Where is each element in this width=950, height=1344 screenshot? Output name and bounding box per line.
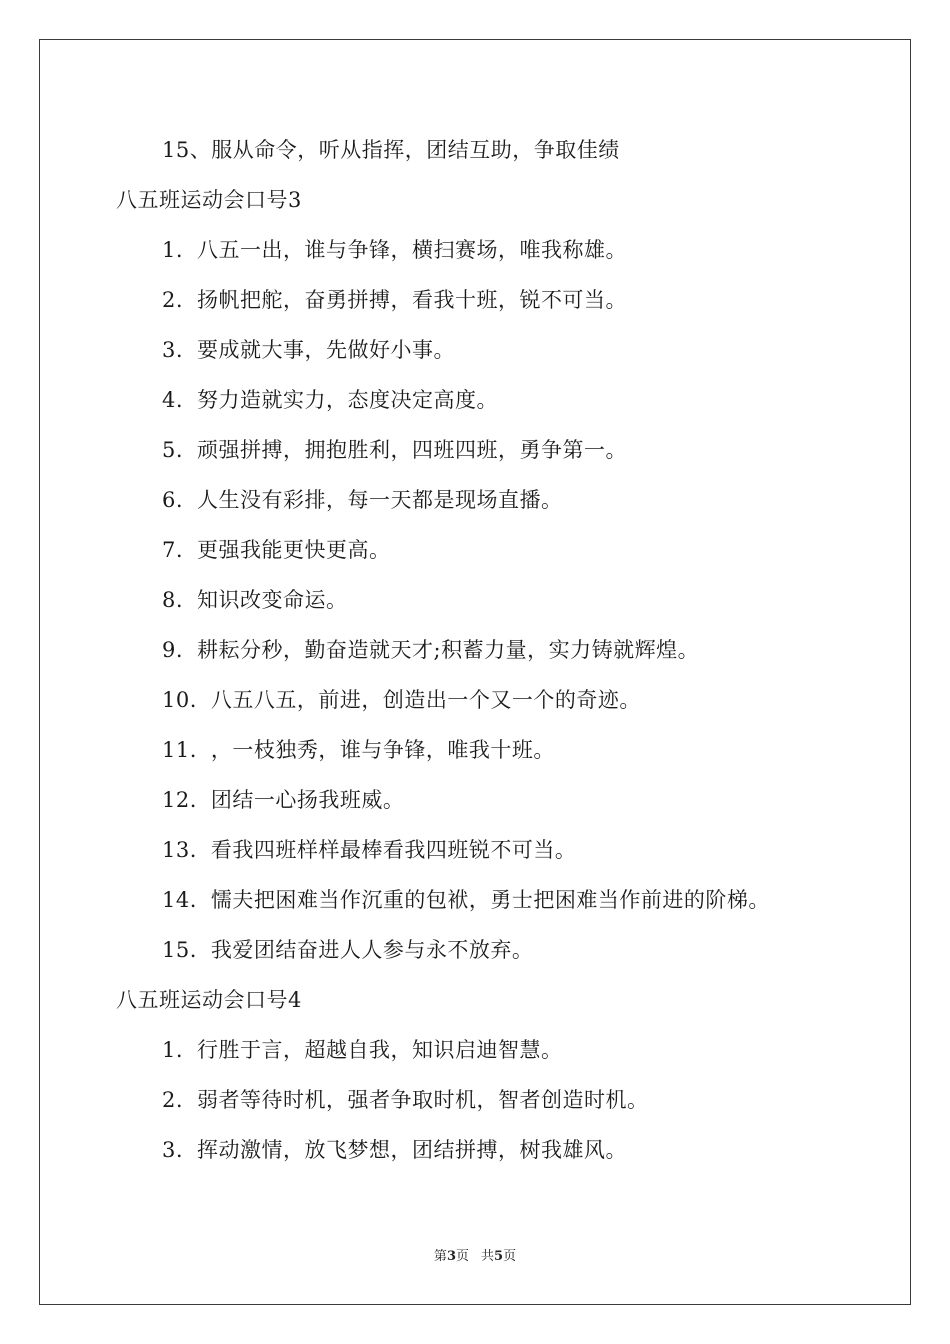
item-text: 懦夫把困难当作沉重的包袱，勇士把困难当作前进的阶梯。 <box>210 888 770 912</box>
list-item <box>162 336 455 364</box>
item-number: 1. <box>162 238 184 262</box>
item-text: 扬帆把舵，奋勇拼搏，看我十班，锐不可当。 <box>197 288 628 312</box>
total-unit: 页 <box>503 1249 517 1264</box>
item-number: 6. <box>162 488 184 512</box>
list-item <box>162 736 555 764</box>
list-item <box>162 886 770 914</box>
item-number: 13. <box>162 838 197 862</box>
item-text: 知识改变命运。 <box>197 588 348 612</box>
item-number: 3. <box>162 338 184 362</box>
item-text: 我爱团结奋进人人参与永不放弃。 <box>210 938 534 962</box>
item-text: 八五八五，前进，创造出一个又一个的奇迹。 <box>210 688 641 712</box>
list-item <box>162 836 576 864</box>
list-item <box>162 536 391 564</box>
item-number: 8. <box>162 588 184 612</box>
list-item <box>162 1136 627 1164</box>
item-text: 挥动激情，放飞梦想，团结拼搏，树我雄风。 <box>197 1138 628 1162</box>
section-heading: 八五班运动会口号3 <box>116 188 302 212</box>
item-number: 2. <box>162 1088 184 1112</box>
list-item <box>162 936 533 964</box>
list-item <box>162 586 348 614</box>
item-text: ，一枝独秀，谁与争锋，唯我十班。 <box>210 738 555 762</box>
item-text: 看我四班样样最棒看我四班锐不可当。 <box>210 838 577 862</box>
item-text: 15、服从命令，听从指挥，团结互助，争取佳绩 <box>162 138 620 162</box>
item-number: 14. <box>162 888 197 912</box>
list-item <box>162 136 620 164</box>
item-text: 八五一出，谁与争锋，横扫赛场，唯我称雄。 <box>197 238 628 262</box>
item-number: 11. <box>162 738 197 762</box>
item-text: 努力造就实力，态度决定高度。 <box>197 388 499 412</box>
page-prefix: 第 <box>433 1249 447 1264</box>
item-number: 7. <box>162 538 184 562</box>
item-number: 1. <box>162 1038 184 1062</box>
item-text: 顽强拼搏，拥抱胜利，四班四班，勇争第一。 <box>197 438 628 462</box>
list-item <box>162 1086 649 1114</box>
list-item <box>162 436 627 464</box>
item-number: 4. <box>162 388 184 412</box>
page-total: 5 <box>494 1249 504 1264</box>
item-number: 9. <box>162 638 184 662</box>
page-footer <box>0 1248 950 1266</box>
page-unit: 页 <box>455 1249 469 1264</box>
item-number: 2. <box>162 288 184 312</box>
page-current: 3 <box>446 1249 456 1264</box>
item-number: 15. <box>162 938 197 962</box>
section-heading: 八五班运动会口号4 <box>116 988 302 1012</box>
item-number: 5. <box>162 438 184 462</box>
item-number: 3. <box>162 1138 184 1162</box>
page-border <box>39 39 911 1305</box>
list-item <box>162 386 498 414</box>
item-text: 弱者等待时机，强者争取时机，智者创造时机。 <box>197 1088 649 1112</box>
item-text: 团结一心扬我班威。 <box>210 788 405 812</box>
list-item <box>162 686 641 714</box>
list-item <box>162 636 699 664</box>
item-text: 行胜于言，超越自我，知识启迪智慧。 <box>197 1038 563 1062</box>
list-item <box>162 486 563 514</box>
item-number: 12. <box>162 788 197 812</box>
item-text: 更强我能更快更高。 <box>197 538 391 562</box>
item-text: 要成就大事，先做好小事。 <box>197 338 456 362</box>
item-number: 10. <box>162 688 197 712</box>
total-prefix: 共 <box>481 1249 495 1264</box>
list-item <box>162 1036 563 1064</box>
list-item <box>162 236 627 264</box>
list-item <box>162 786 404 814</box>
item-text: 人生没有彩排，每一天都是现场直播。 <box>197 488 563 512</box>
item-text: 耕耘分秒，勤奋造就天才;积蓄力量，实力铸就辉煌。 <box>197 638 700 662</box>
list-item <box>162 286 627 314</box>
